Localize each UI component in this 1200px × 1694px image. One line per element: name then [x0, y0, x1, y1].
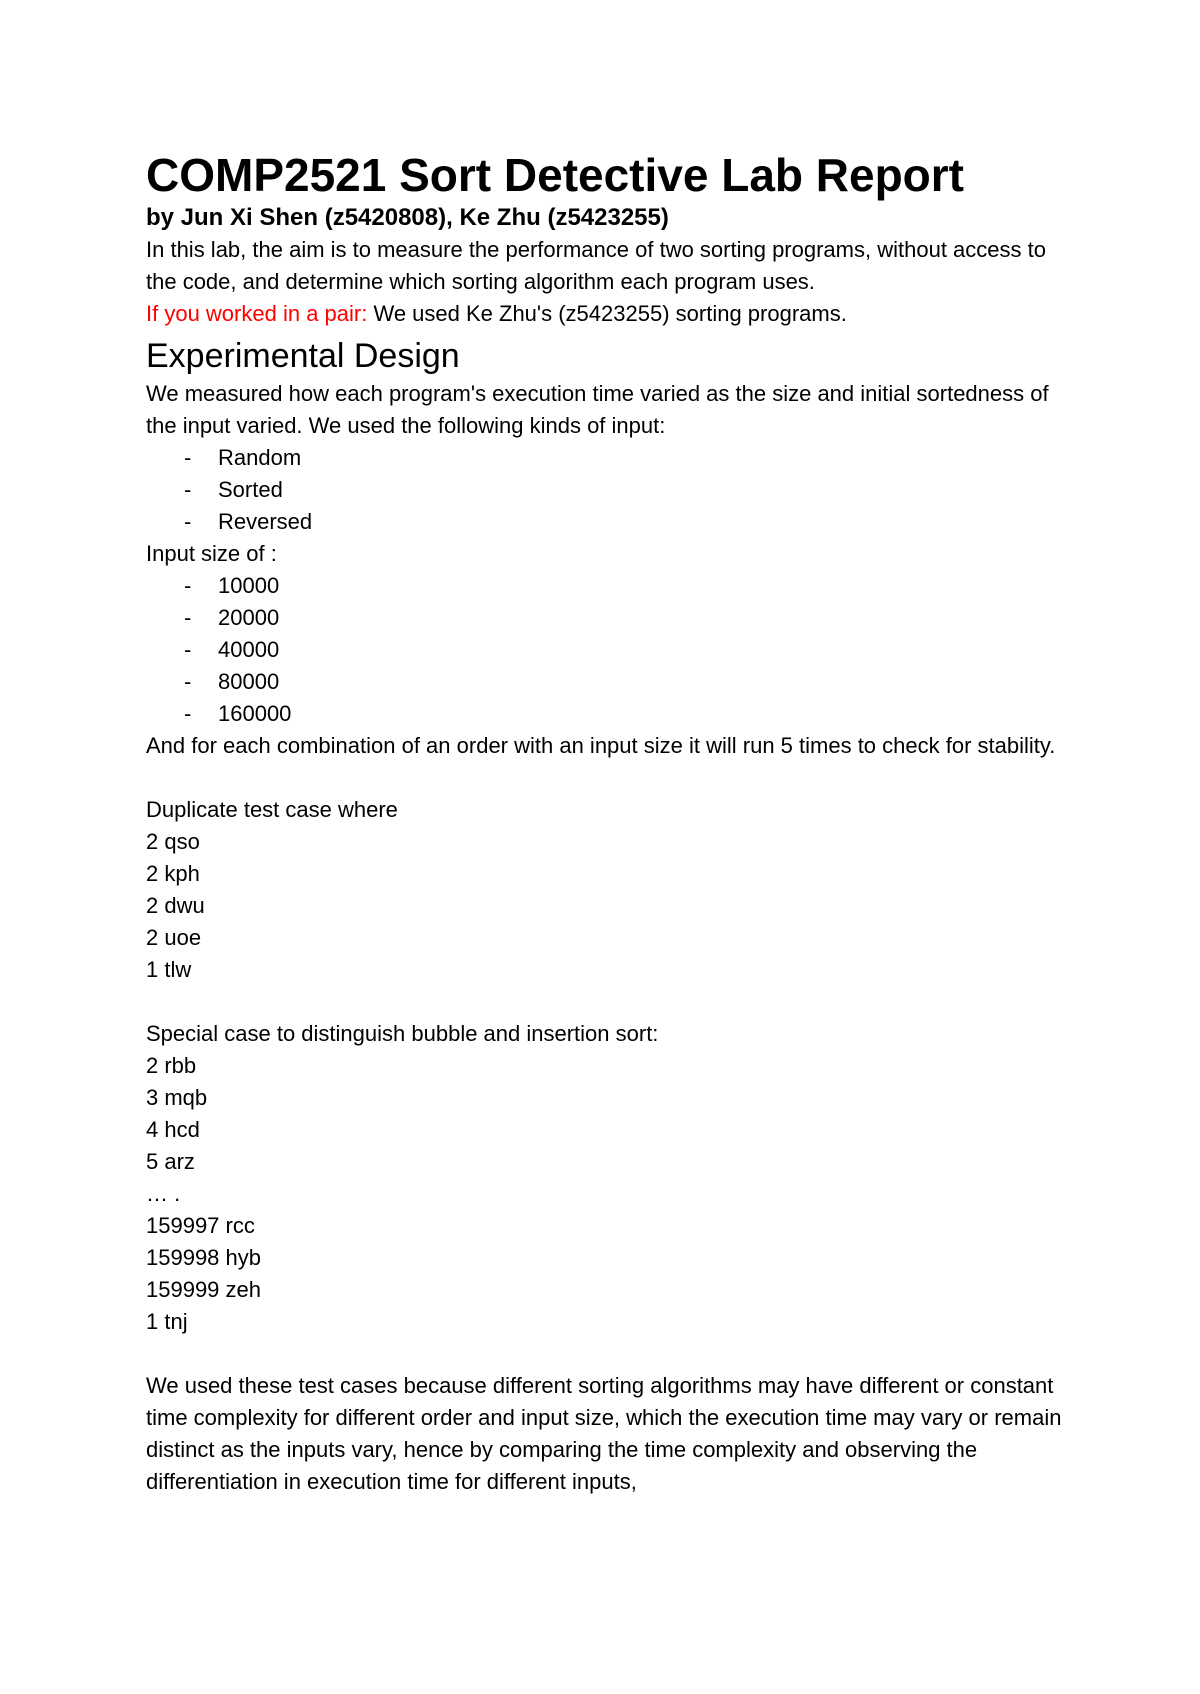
input-kinds-list: [146, 442, 1076, 538]
test-line: 2 uoe: [146, 925, 202, 950]
input-sizes-list: [146, 570, 1076, 730]
design-paragraph-2: And for each combination of an order with an input size it will run 5 times to check for stability.: [146, 733, 1056, 758]
document-page: [146, 148, 1076, 1498]
list-item: - Reversed: [146, 506, 1076, 538]
intro-paragraph: In this lab, the aim is to measure the performance of two sorting programs, without access to the code, and determine which sorting algorithm each program uses.: [146, 237, 1046, 294]
pair-label: If you worked in a pair:: [146, 301, 368, 326]
report-authors: by Jun Xi Shen (z5420808), Ke Zhu (z5423255): [146, 204, 669, 231]
list-item: - 80000: [146, 666, 1076, 698]
test-line: 2 qso: [146, 829, 200, 854]
input-size-label: Input size of :: [146, 541, 277, 566]
section-heading-experimental-design: Experimental Design: [146, 337, 460, 375]
special-label: Special case to distinguish bubble and insertion sort:: [146, 1021, 659, 1046]
blank-line: [146, 1338, 1076, 1370]
pair-paragraph: [146, 298, 1076, 330]
blank-line: [146, 762, 1076, 794]
test-line: 2 kph: [146, 861, 200, 886]
design-paragraph-3: We used these test cases because different sorting algorithms may have different or constant time complexity for different order and input size, which the execution time may vary or remain distinct as the inputs vary, hence by comparing the time complexity and observing the differentiation in execution time for different inputs,: [146, 1373, 1062, 1494]
list-item: - 20000: [146, 602, 1076, 634]
special-test-case-block: [146, 1018, 1076, 1338]
test-line: 2 rbb: [146, 1053, 197, 1078]
list-item: - Random: [146, 442, 1076, 474]
list-item: - 40000: [146, 634, 1076, 666]
test-line: 3 mqb: [146, 1085, 208, 1110]
test-line: 159997 rcc: [146, 1213, 255, 1238]
blank-line: [146, 986, 1076, 1018]
test-line: 159999 zeh: [146, 1277, 261, 1302]
test-line: 1 tnj: [146, 1309, 188, 1334]
duplicate-test-case-block: [146, 794, 1076, 986]
duplicate-label: Duplicate test case where: [146, 797, 398, 822]
list-item: - 160000: [146, 698, 1076, 730]
test-line: 4 hcd: [146, 1117, 200, 1142]
test-line: … .: [146, 1181, 181, 1206]
list-item: - 10000: [146, 570, 1076, 602]
report-title: COMP2521 Sort Detective Lab Report: [146, 149, 965, 201]
test-line: 5 arz: [146, 1149, 195, 1174]
test-line: 159998 hyb: [146, 1245, 261, 1270]
design-paragraph-1: We measured how each program's execution time varied as the size and initial sortedness of the input varied. We used the following kinds of input:: [146, 381, 1049, 438]
list-item: - Sorted: [146, 474, 1076, 506]
test-line: 1 tlw: [146, 957, 192, 982]
pair-text: We used Ke Zhu's (z5423255) sorting programs.: [367, 301, 847, 326]
test-line: 2 dwu: [146, 893, 205, 918]
